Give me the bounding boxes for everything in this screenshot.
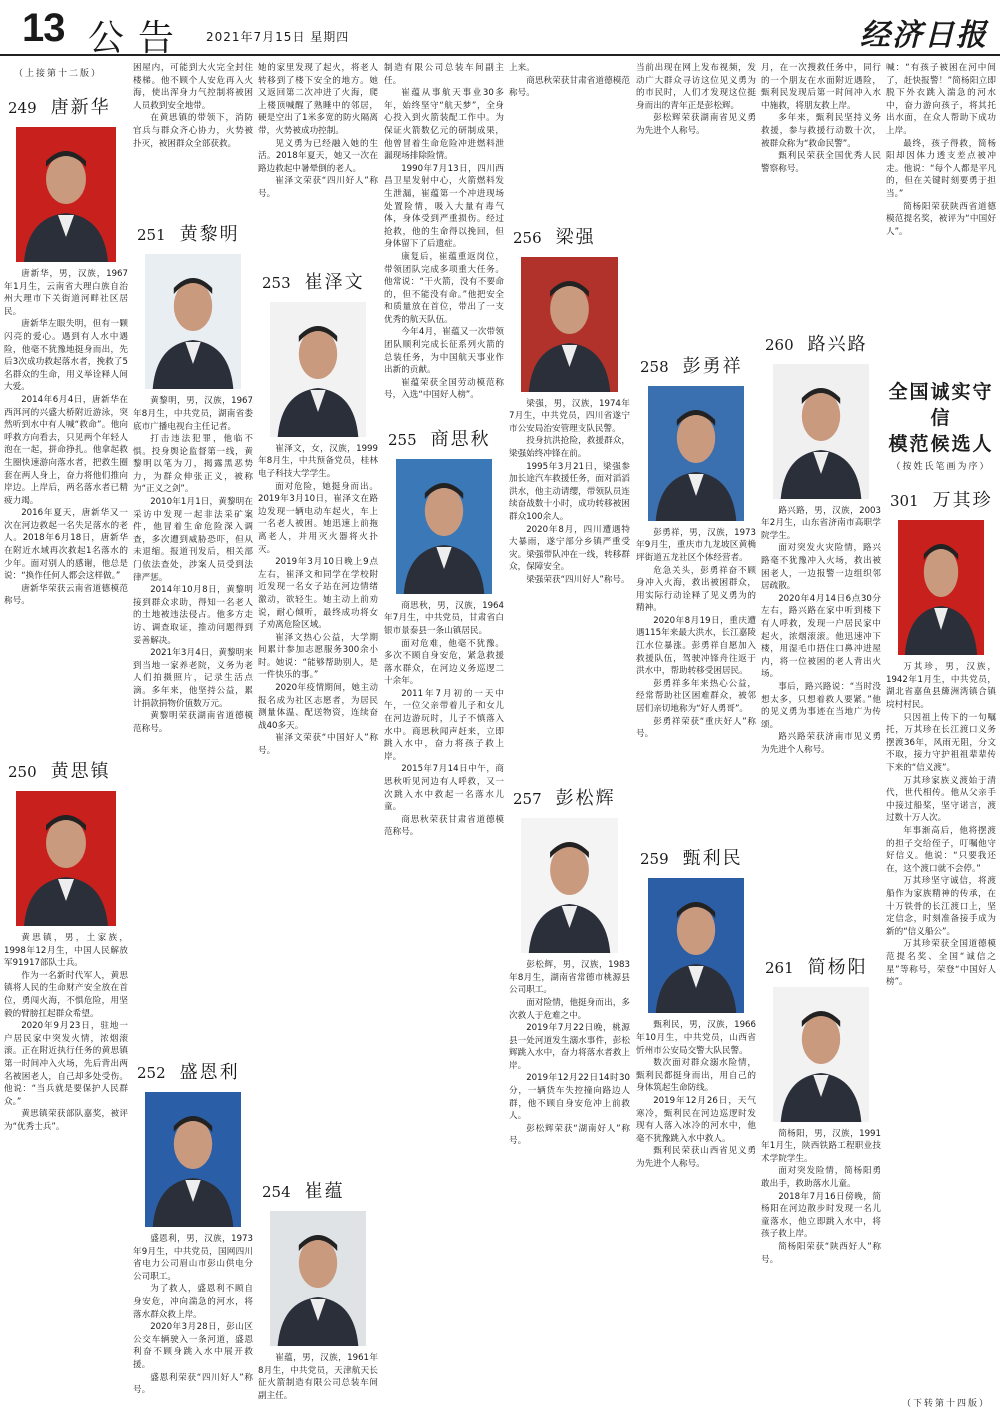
candidate-heading [886,476,996,520]
article-text [886,62,996,367]
candidate-name: 梁强 [555,226,596,248]
paragraph: 彭松辉荣获湖南省见义勇为先进个人称号。 [636,113,756,136]
paragraph: 事后，路兴路说：“当时没想太多，只想着救人要紧。”他的见义勇为事迹在当地广为传颂。 [761,681,881,730]
article-text [4,268,128,747]
candidate-heading [636,834,756,878]
portrait-silhouette-icon [773,364,869,499]
candidate-photo [396,459,492,594]
candidate-name: 彭松辉 [555,788,616,810]
candidate-number: 252 [137,1064,166,1082]
paragraph: 彭松辉，男，汉族，1983年8月生，湖南省常德市桃源县公司职工。 [509,960,630,996]
candidate-name: 彭勇祥 [682,355,743,377]
article-text [509,62,630,213]
paragraph: 在黄思镇的带领下，消防官兵与群众齐心协力，火势被扑灭，被困群众全部获救。 [133,113,253,149]
candidate-photo [16,791,116,926]
paragraph: 万其珍家族义渡始于清代，世代相传。他从父亲手中接过船桨，坚守诺言，渡过数十万人次。 [886,775,996,824]
paragraph: 作为一名新时代军人，黄思镇将人民的生命财产安全放在首位，勇闯火海，不惧危险，用坚毅的臂膀扛起群众希望。 [4,970,128,1019]
candidate-heading [509,774,630,818]
candidate-photo [270,1211,366,1346]
paragraph: 打击违法犯罪，他临不惧。投身舆论监督第一线，黄黎明以笔为刀，揭露黑恶势力，为群众伸张正义，被称为“正义之剑”。 [133,434,253,495]
portrait-silhouette-icon [648,386,744,521]
paragraph: 甄利民，男，汉族，1966年10月生，中共党员，山西省忻州市公安局交警大队民警。 [636,1020,756,1056]
paragraph: 当前出现在网上发布视频，发动广大群众寻访这位见义勇为的市民时，人们才发现这位挺身而出的青年正是彭松辉。 [636,63,756,111]
paragraph: 2014年10月8日，黄黎明接到群众求助，得知一名老人的土地被违法侵占。他多方走访、调查取证，推动问题得到妥善解决。 [133,585,253,646]
paragraph: 为了救人，盛恩利不顾自身安危，冲向湍急的河水，将落水群众救上岸。 [133,1284,253,1320]
feature-subtitle: （按姓氏笔画为序） [891,462,991,473]
article-text [384,600,504,1411]
candidate-number: 258 [640,357,669,376]
candidate-heading [384,415,504,459]
candidate-heading [4,83,128,127]
column-8 [886,62,996,1411]
candidate-number: 253 [262,273,291,292]
candidate-heading [4,747,128,791]
candidate-heading [636,342,756,386]
portrait-silhouette-icon [648,878,744,1013]
paragraph: 黄思镇荣获部队嘉奖，被评为“优秀士兵”。 [4,1109,128,1132]
issue-date: 2021年7月15日 星期四 [206,30,350,44]
portrait-silhouette-icon [521,257,618,392]
candidate-heading [133,210,253,254]
paragraph: 年事渐高后，他将摆渡的担子交给侄子，叮嘱他守好信义。他说：“只要我还在，这个渡口就不会停。” [886,826,996,874]
candidate-photo [773,987,869,1122]
candidate-name: 简杨阳 [807,956,868,978]
paragraph: 2020年疫情期间，她主动报名成为社区志愿者，为居民测量体温、配送物资，连续奋战40多天。 [258,683,378,731]
paragraph: 唐新华，男，汉族，1967年1月生，云南省大理白族自治州大理市下关街道河畔社区居民。 [4,269,128,317]
paragraph: 制造有限公司总装车间副主任。 [384,63,504,86]
article-text [509,959,630,1411]
paragraph: 困屋内，可能到大火完全封住楼梯。他不顾个人安危再入火海，使出浑身力气控制将被困人员救到安全地带。 [133,63,253,111]
portrait-silhouette-icon [145,1092,241,1227]
candidate-name: 唐新华 [50,97,111,118]
paragraph: 2019年12月22日14时30分，一辆货车失控撞向路边人群，他不顾自身安危冲上前救人。 [509,1073,630,1122]
candidate-name: 盛恩利 [179,1062,240,1083]
page-number: 13 [22,6,65,50]
candidate-number: 249 [8,99,37,117]
section-title: 公告 [88,18,189,59]
candidate-photo [521,257,618,392]
paragraph: 2020年8月，四川遭遇特大暴雨，遂宁部分乡镇严重受灾。梁强带队冲在一线，转移群众，保障安全。 [509,524,630,573]
article-text [258,1352,378,1411]
paragraph: 彭勇祥荣获“重庆好人”称号。 [636,716,756,740]
candidate-photo [898,520,984,655]
continued-from-note: （上接第十二版） [14,69,103,79]
article-text [258,62,378,258]
page-header [0,0,1000,59]
candidate-heading [258,258,378,302]
paragraph: 2014年6月4日，唐新华在西洱河的兴盛大桥附近游泳，突然听到水中有人喊“救命”。他向呼救方向看去，只见两个年轻人泡在一起，拼命挣扎。他拿起救生圈快速游向落水者，把救生圈套在两人身上，奋力将他们推向岸边。上岸后，两名落水者已精疲力竭。 [4,394,128,506]
candidate-number: 259 [640,850,669,869]
candidate-number: 301 [890,492,919,511]
paragraph: 商思秋荣获甘肃省道德模范称号。 [384,814,504,838]
portrait-silhouette-icon [773,987,869,1122]
candidate-number: 261 [765,958,794,977]
candidate-photo [145,254,241,389]
paragraph: 面对危险，她挺身而出。2019年3月10日，崔泽文在路边发现一辆电动车起火，车上一名老人被困。她迅速上前拖离老人，并用灭火器将火扑灭。 [258,481,378,555]
paragraph: 黄思镇，男，土家族，1998年12月生，中国人民解放军91917部队士兵。 [4,933,128,969]
paragraph: 今年4月，崔蕴又一次带领团队顺利完成长征系列火箭的总装任务，为中国航天事业作出新的贡献。 [384,327,504,376]
candidate-photo [648,386,744,521]
paragraph: 崔泽文，女，汉族，1999年8月生，中共预备党员，桂林电子科技大学学生。 [258,443,378,479]
paragraph: 她的家里发现了起火，将老人转移到了楼下安全的地方。她又返回第二次冲进了火海，爬上楼顶喊醒了熟睡中的邻居，硬是空出了1米多宽的防火隔离带，火势被成功控制。 [258,63,378,136]
paragraph: 崔泽文荣获“四川好人”称号。 [258,176,378,199]
paragraph: 2020年3月28日，彭山区公交车辆驶入一条河道，盛恩利奋不顾身跳入水中展开救援。 [133,1322,253,1370]
candidate-number: 257 [513,790,542,809]
paragraph: 只因祖上传下的一句嘱托，万其珍在长江渡口义务摆渡36年，风雨无阻，分文不取，接力守护祖祖辈辈传下来的“信义渡”。 [886,712,996,774]
article-text [636,1019,756,1411]
paragraph: 崔泽文荣获“中国好人”称号。 [258,733,378,757]
candidate-number: 260 [765,335,794,354]
article-text [258,443,378,1167]
paragraph: 崔蕴荣获全国劳动模范称号，入选“中国好人榜”。 [384,377,504,401]
paragraph: 甄利民荣获全国优秀人民警察称号。 [761,151,881,174]
paragraph: 2019年7月22日晚，桃源县一处河道发生溺水事件，彭松辉跳入水中，奋力将落水者救上岸。 [509,1023,630,1071]
candidate-name: 甄利民 [682,848,743,870]
paragraph: 黄黎明，男，汉族，1967年8月生，中共党员，湖南省娄底市广播电视台主任记者。 [133,396,253,432]
candidate-number: 256 [513,228,542,247]
paragraph: 彭松辉荣获“湖南好人”称号。 [509,1123,630,1147]
portrait-silhouette-icon [521,818,618,953]
paragraph: 万其珍坚守诚信，将渡船作为家族精神的传承，在十万铁骨的长江渡口上，坚定信念，时刻准备接手成为新的“信义船公”。 [886,876,996,937]
continued-to-note: （下转第十四版） [901,1399,990,1409]
paragraph: 1990年7月13日，四川西昌卫星发射中心，火箭燃料发生泄漏，崔蕴第一个冲进现场处置险情，吸入大量有毒气体，身体受到严重损伤。经过抢救，他的生命得以挽回，但身体留下了后遗症。 [384,163,504,250]
feature-title-box [886,367,996,476]
paragraph: 路兴路荣获济南市见义勇为先进个人称号。 [761,732,881,755]
portrait-silhouette-icon [396,459,492,594]
candidate-name: 崔泽文 [304,271,365,293]
paragraph: 简杨阳荣获陕西省道德模范提名奖，被评为“中国好人”。 [886,201,996,237]
article-text [384,62,504,415]
paragraph: 月，在一次搜救任务中，同行的一个朋友在水面附近遇险，甄利民发现后第一时间冲入水中施救，将朋友救上岸。 [761,63,881,111]
paragraph: 路兴路，男，汉族，2003年2月生，山东省济南市高职学院学生。 [761,505,881,541]
paragraph: 数次面对群众溺水险情，甄利民都挺身而出，用自己的身体筑起生命防线。 [636,1058,756,1094]
portrait-silhouette-icon [898,520,984,655]
paragraph: 危急关头，彭勇祥奋不顾身冲入火海，救出被困群众，用实际行动诠释了见义勇为的精神。 [636,565,756,614]
article-text [133,1233,253,1411]
column-3 [258,62,378,1411]
column-7 [761,62,881,1411]
column-5 [509,62,630,1411]
paragraph: 彭勇祥多年来热心公益，经常帮助社区困难群众，被邻居们亲切地称为“好人勇哥”。 [636,678,756,715]
paragraph: 多年来，甄利民坚持义务救援，参与救援行动数十次，被群众称为“救命民警”。 [761,113,881,149]
paragraph: 2010年1月1日，黄黎明在采访中发现一起非法采矿案件，他冒着生命危险深入调查，多次遭到威胁恐吓，但从未退缩。报道刊发后，相关部门依法查处，涉案人员受到法律严惩。 [133,497,253,583]
paragraph: 2019年3月10日晚上9点左右，崔泽文和同学在学校附近发现一名女子站在河边情绪激动，欲轻生。她主动上前劝说，耐心倾听，最终成功将女子劝离危险区域。 [258,557,378,631]
portrait-silhouette-icon [16,127,116,262]
paragraph: 康复后，崔蕴重返岗位，带领团队完成多项重大任务。他常说：“干火箭，没有不要命的，但不能没有命。”他把安全和质量放在首位，带出了一支优秀的航天队伍。 [384,251,504,325]
paragraph: 2011年7月初的一天中午，一位父亲带着儿子和女儿在河边游玩时，儿子不慎落入水中。商思秋闻声赶来，立即跳入水中，奋力将孩子救上岸。 [384,688,504,762]
article-text [509,398,630,775]
candidate-number: 250 [8,763,37,781]
feature-title: 全国诚实守信 [888,381,994,430]
candidate-name: 万其珍 [932,490,993,512]
candidate-number: 254 [262,1183,291,1202]
candidate-heading [761,320,881,364]
paragraph: 唐新华荣获云南省道德模范称号。 [4,583,128,607]
article-text [4,932,128,1411]
paragraph: 2018年7月16日傍晚，简杨阳在河边散步时发现一名儿童落水，他立即跳入水中，将孩子救上岸。 [761,1191,881,1240]
paragraph: 崔泽文热心公益，大学期间累计参加志愿服务300余小时。她说：“能够帮助别人，是一件快乐的事。” [258,632,378,681]
paragraph: 2020年9月23日，驻地一户居民家中突发火情，浓烟滚滚。正在附近执行任务的黄思镇第一时间冲入火场，先后背出两名被困老人，自己却多处受伤。他说：“当兵就是要保护人民群众。” [4,1021,128,1107]
paragraph: 2021年3月4日，黄黎明来到当地一家养老院，义务为老人们拍摄照片，记录生活点滴。多年来，他坚持公益，累计捐款捐物价值数万元。 [133,648,253,709]
portrait-silhouette-icon [270,1211,366,1346]
paragraph: 唐新华左眼失明，但有一颗闪亮的爱心。遇到有人水中遇险，他毫不犹豫地挺身而出，先后3次成功救起落水者，挽救了5名群众的生命，用义举诠释人间大爱。 [4,319,128,393]
masthead-logo: 经济日报 [860,18,988,53]
article-text [761,62,881,320]
candidate-name: 路兴路 [807,333,868,355]
paragraph: 2019年12月26日，天气寒冷，甄利民在河边巡逻时发现有人落入冰冷的河水中，他毫不犹豫跳入水中救人。 [636,1095,756,1144]
paragraph: 彭勇祥，男，汉族，1973年9月生，重庆市九龙坡区黄桷坪街道五龙社区个体经营者。 [636,527,756,563]
paragraph: 盛恩利荣获“四川好人”称号。 [133,1372,253,1396]
article-text [133,62,253,210]
candidate-photo [145,1092,241,1227]
paragraph: 万其珍荣获全国道德模范提名奖、全国“诚信之星”等称号，荣登“中国好人榜”。 [886,939,996,988]
paragraph: 2015年7月14日中午，商思秋听见河边有人呼救，又一次跳入水中救起一名落水儿童。 [384,764,504,813]
paragraph: 商思秋，男，汉族，1964年7月生，中共党员，甘肃省白银市景泰县一条山镇居民。 [384,600,504,636]
article-text [886,661,996,1394]
article-text [636,527,756,835]
paragraph: 2020年8月19日，重庆遭遇115年来最大洪水，长江嘉陵江水位暴涨。彭勇祥自愿加入救援队伍，驾驶冲锋舟往返于洪水中，帮助转移受困居民。 [636,615,756,677]
column-2 [133,62,253,1411]
paragraph: 投身抗洪抢险，救援群众，梁强始终冲锋在前。 [509,436,630,459]
paragraph: 2016年夏天，唐新华又一次在河边救起一名失足落水的老人。2018年6月18日，唐新华在附近水域再次救起1名落水的少年。面对别人的感谢，他总是说：“换作任何人都会这样做。” [4,508,128,582]
candidate-heading [761,943,881,987]
paragraph: 1995年3月21日，梁强参加长途汽车救援任务，面对滔滔洪水，他主动请缨，带领队员连续奋战数十小时，成功转移被困群众100余人。 [509,461,630,522]
column-6 [636,62,756,1411]
paragraph: 面对突发火灾险情，路兴路毫不犹豫冲入火场，救出被困老人，一边报警一边组织邻居疏散。 [761,543,881,592]
candidate-photo [773,364,869,499]
paragraph: 面对险情，他挺身而出，多次救人于危难之中。 [509,997,630,1021]
article-text [636,62,756,342]
paragraph: 盛恩利，男，汉族，1973年9月生，中共党员，国网四川省电力公司眉山市彭山供电分公司职工。 [133,1234,253,1282]
paragraph: 上来。 [509,63,535,73]
paragraph: 梁强，男，汉族，1974年7月生，中共党员，四川省遂宁市公安局治安管理支队民警。 [509,398,630,434]
candidate-heading [258,1167,378,1211]
candidate-heading [509,213,630,257]
candidate-name: 商思秋 [430,428,491,450]
candidate-photo [270,302,366,437]
candidate-heading [133,1048,253,1092]
portrait-silhouette-icon [270,302,366,437]
candidate-name: 崔蕴 [304,1181,345,1203]
paragraph: 简杨阳荣获“陕西好人”称号。 [761,1241,881,1265]
feature-title: 模范候选人 [888,433,994,456]
paragraph: 面对危难，他毫不犹豫。多次不顾自身安危，紧急救援落水群众，在河边义务巡逻二十余年。 [384,638,504,687]
paragraph: 见义勇为已经融入她的生活。2018年夏天，她又一次在路边救起中暑晕倒的老人。 [258,138,378,174]
article-text [133,395,253,1048]
paragraph: 崔蕴从事航天事业30多年，始终坚守“航天梦”，全身心投入到火箭装配工作中。为保证火箭数亿元的研制成果，他曾冒着生命危险冲进燃料泄漏现场排除险情。 [384,88,504,162]
portrait-silhouette-icon [145,254,241,389]
article-text [761,505,881,943]
paragraph: 面对突发险情，简杨阳勇敢出手，救助落水儿童。 [761,1166,881,1189]
candidate-name: 黄思镇 [50,761,111,782]
paragraph: 喊：“有孩子被困在河中间了，赶快报警！”简杨阳立即脱下外衣跳入湍急的河水中，奋力游向孩子，将其托出水面，在众人帮助下成功上岸。 [886,63,996,136]
column-1 [4,62,128,1411]
candidate-photo [16,127,116,262]
paragraph: 简杨阳，男，汉族，1991年1月生，陕西铁路工程职业技术学院学生。 [761,1128,881,1164]
candidate-photo [648,878,744,1013]
article-text [761,1128,881,1411]
paragraph: 万其珍，男，汉族，1942年1月生，中共党员，湖北省嘉鱼县簰洲湾镇合镇垸村村民。 [886,662,996,711]
candidate-name: 黄黎明 [179,224,240,246]
candidate-photo [521,818,618,953]
paragraph: 2020年4月14日6点30分左右，路兴路在家中听到楼下有人呼救，发现一户居民家中起火，浓烟滚滚。他迅速冲下楼，用湿毛巾捂住口鼻冲进屋内，将一位被困的老人背出火场。 [761,593,881,680]
paragraph: 商思秋荣获甘肃省道德模范称号。 [509,75,630,99]
paragraph: 甄利民荣获山西省见义勇为先进个人称号。 [636,1146,756,1169]
paragraph: 崔蕴，男，汉族，1961年8月生，中共党员，天津航天长征火箭制造有限公司总装车间副主任。 [258,1353,378,1402]
paragraph: 最终，孩子得救，简杨阳却因体力透支差点被冲走。他说：“每个人都是平凡的，但在关键时刻要勇于担当。” [886,138,996,199]
paragraph: 黄黎明荣获湖南省道德模范称号。 [133,711,253,734]
portrait-silhouette-icon [16,791,116,926]
column-4 [384,62,504,1411]
paragraph: 梁强荣获“四川好人”称号。 [526,574,630,585]
candidate-number: 255 [388,430,417,449]
candidate-number: 251 [137,226,166,245]
